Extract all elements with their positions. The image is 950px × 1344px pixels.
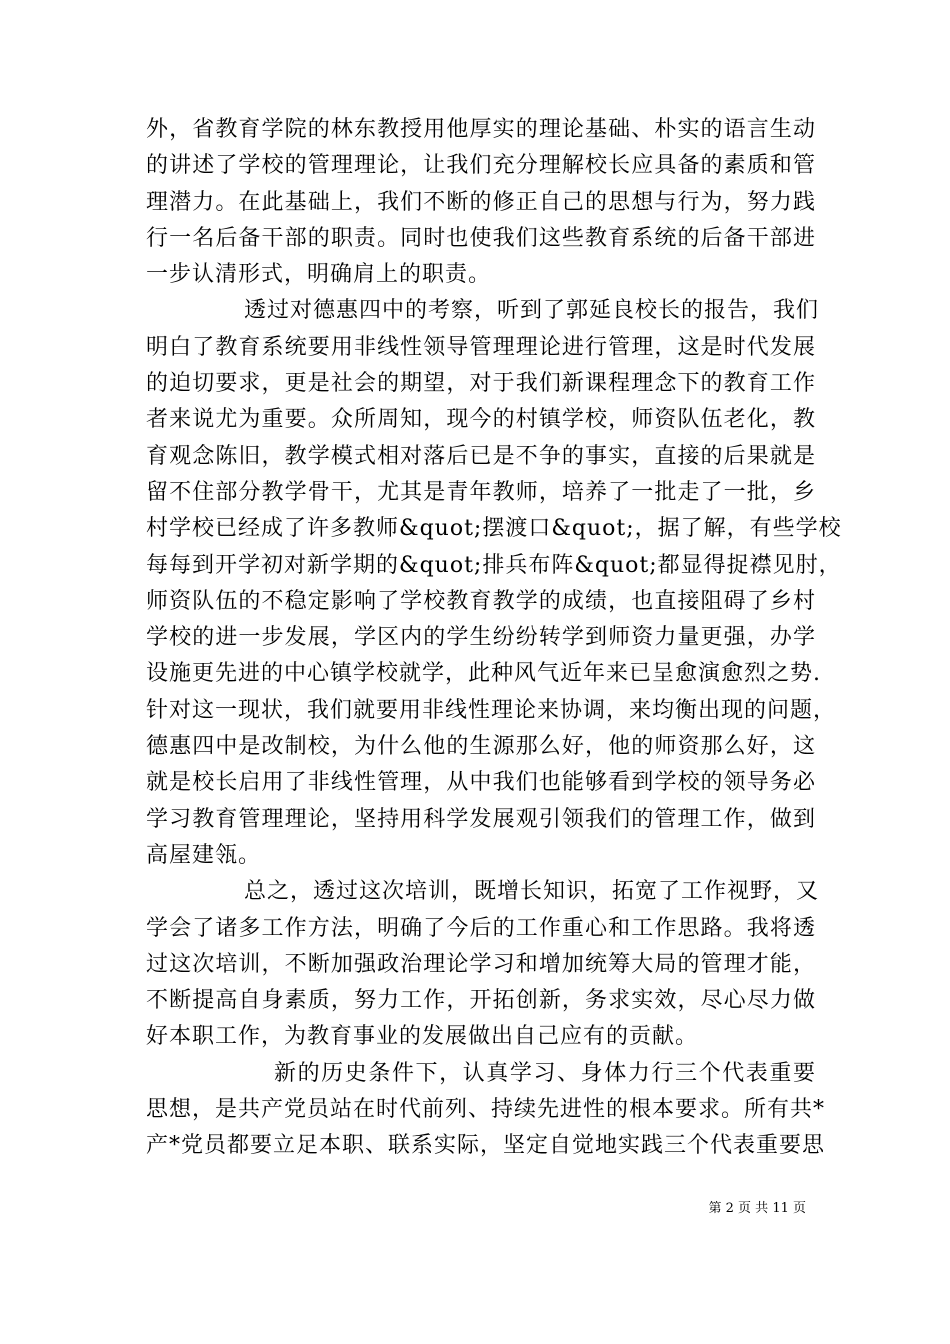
- text-line: 学会了诸多工作方法，明确了今后的工作重心和工作思路。我将透: [146, 915, 816, 941]
- text-line: 就是校长启用了非线性管理，从中我们也能够看到学校的领导务必: [146, 770, 816, 796]
- text-line: 高屋建瓴。: [146, 842, 262, 868]
- text-line: 者来说尤为重要。众所周知，现今的村镇学校，师资队伍老化，教: [146, 407, 816, 433]
- text-line: 针对这一现状，我们就要用非线性理论来协调，来均衡出现的问题，: [146, 697, 837, 723]
- text-line: 过这次培训，不断加强政治理论学习和增加统筹大局的管理才能，: [146, 951, 816, 977]
- document-body: [146, 112, 842, 1165]
- text-line: 育观念陈旧，教学模式相对落后已是不争的事实，直接的后果就是: [146, 443, 816, 469]
- text-line: 村学校已经成了许多教师&quot;摆渡口&quot;，据了解，有些学校: [146, 516, 842, 542]
- text-line: 每每到开学初对新学期的&quot;排兵布阵&quot;都显得捉襟见肘，: [146, 552, 842, 578]
- text-line: 设施更先进的中心镇学校就学，此种风气近年来已呈愈演愈烈之势.: [146, 661, 821, 687]
- text-line: 不断提高自身素质，努力工作，开拓创新，务求实效，尽心尽力做: [146, 988, 816, 1014]
- paragraph-start-line: 透过对德惠四中的考察，听到了郭延良校长的报告，我们: [244, 298, 820, 324]
- text-line: 一步认清形式，明确肩上的职责。: [146, 262, 492, 288]
- text-line: 行一名后备干部的职责。同时也使我们这些教育系统的后备干部进: [146, 225, 816, 251]
- text-line: 外，省教育学院的林东教授用他厚实的理论基础、朴实的语言生动: [146, 117, 816, 142]
- text-line: 留不住部分教学骨干，尤其是青年教师，培养了一批走了一批，乡: [146, 479, 816, 505]
- text-line: 的迫切要求，更是社会的期望，对于我们新课程理念下的教育工作: [146, 371, 816, 397]
- text-line: 好本职工作，为教育事业的发展做出自己应有的贡献。: [146, 1024, 699, 1050]
- text-line: 德惠四中是改制校，为什么他的生源那么好，他的师资那么好，这: [146, 734, 816, 760]
- paragraph-start-line: 新的历史条件下，认真学习、身体力行三个代表重要: [274, 1060, 816, 1086]
- text-line: 学习教育管理理论，坚持用科学发展观引领我们的管理工作，做到: [146, 806, 816, 832]
- text-line: 师资队伍的不稳定影响了学校教育教学的成绩，也直接阻碍了乡村: [146, 588, 816, 614]
- text-line: 学校的进一步发展，学区内的学生纷纷转学到师资力量更强，办学: [146, 625, 816, 651]
- text-line: 思想，是共产党员站在时代前列、持续先进性的根本要求。所有共*: [146, 1097, 826, 1123]
- text-line: 产*党员都要立足本职、联系实际，坚定自觉地实践三个代表重要思: [146, 1133, 826, 1159]
- text-line: 的讲述了学校的管理理论，让我们充分理解校长应具备的素质和管: [146, 153, 816, 179]
- text-line: 明白了教育系统要用非线性领导管理理论进行管理，这是时代发展: [146, 334, 816, 360]
- text-line: 理潜力。在此基础上，我们不断的修正自己的思想与行为，努力践: [146, 189, 816, 215]
- page-number-footer: 第 2 页 共 11 页: [708, 1201, 806, 1216]
- paragraph-start-line: 总之，透过这次培训，既增长知识，拓宽了工作视野，又: [244, 879, 820, 905]
